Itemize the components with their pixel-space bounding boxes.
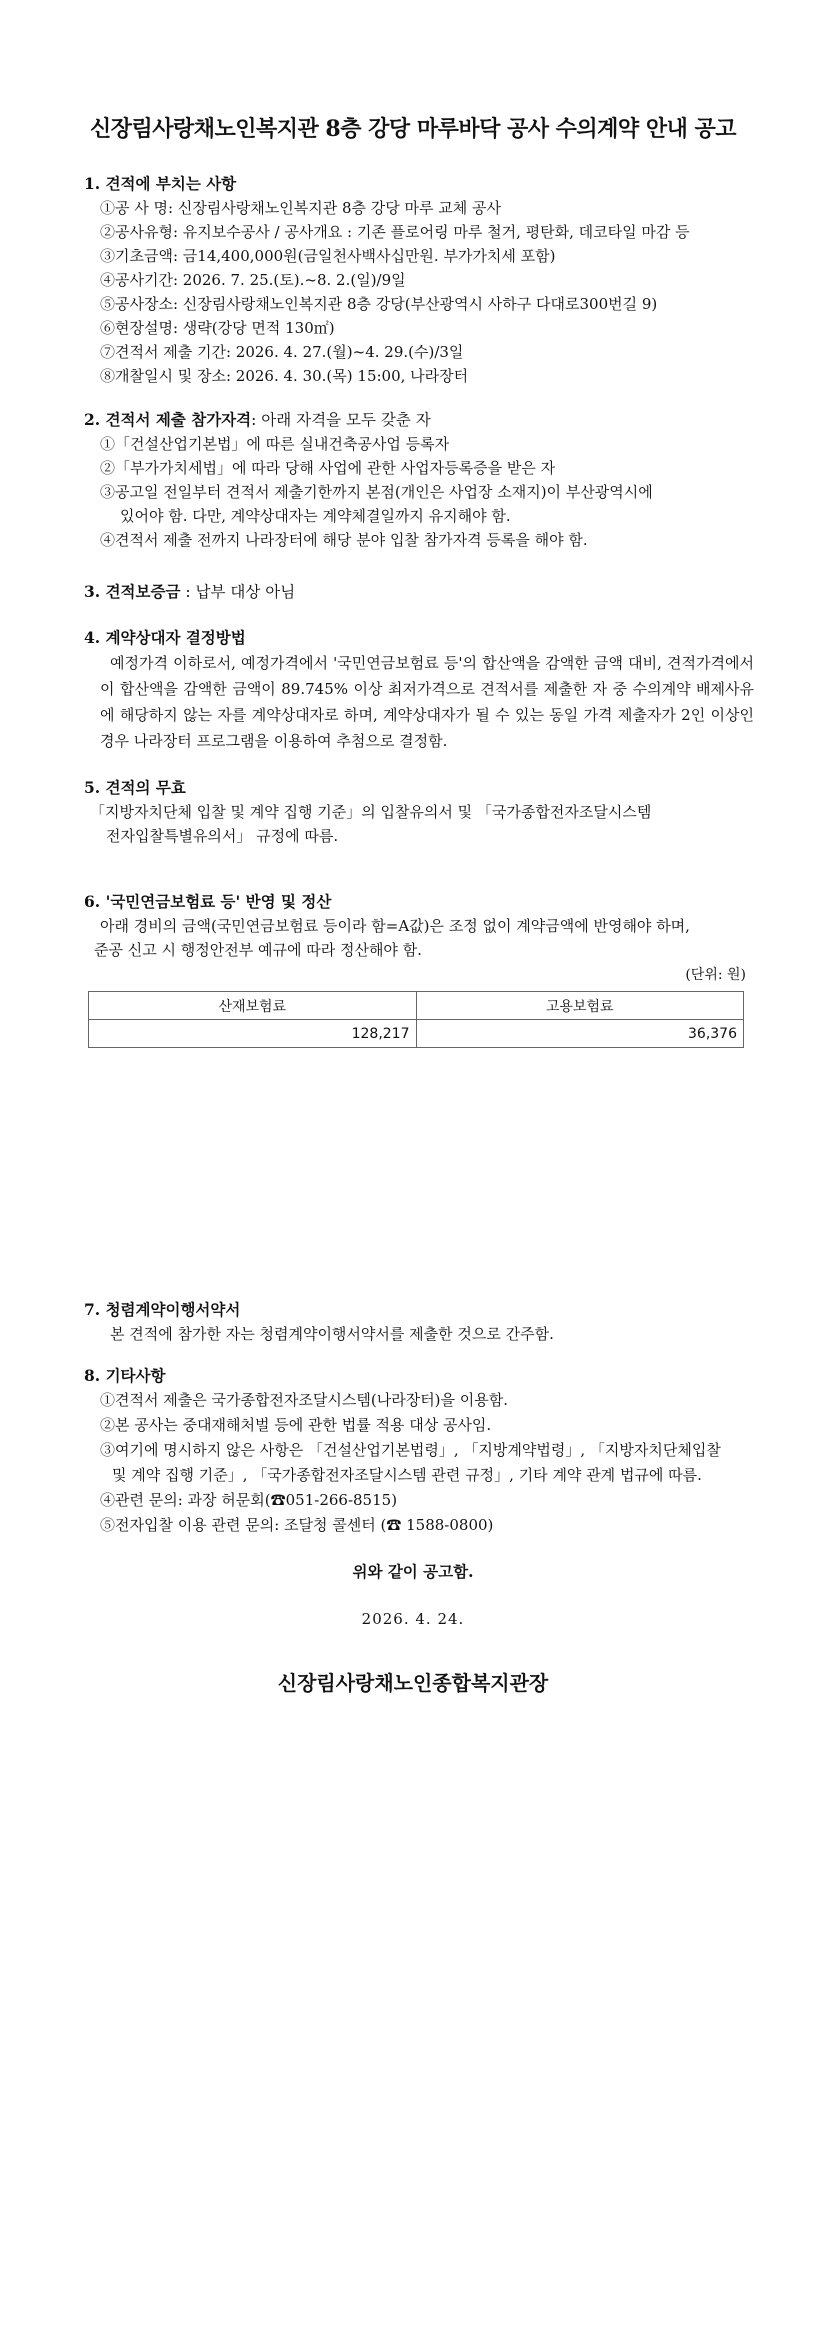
closing-notice: 위와 같이 공고함. <box>352 1562 474 1581</box>
section-1-item: ③기초금액: 금14,400,000원(금일천사백사십만원. 부가가치세 포함) <box>100 247 556 265</box>
section-1-item: ⑧개찰일시 및 장소: 2026. 4. 30.(목) 15:00, 나라장터 <box>100 367 469 385</box>
section-2-item: ①「건설산업기본법」에 따른 실내건축공사업 등록자 <box>100 435 450 453</box>
table-cell: 128,217 <box>89 1020 417 1048</box>
table-header-cell: 산재보험료 <box>89 992 417 1020</box>
section-6 <box>84 890 754 962</box>
section-2-item: ②「부가가치세법」에 따라 당해 사업에 관한 사업자등록증을 받은 자 <box>100 459 556 477</box>
section-3 <box>84 580 754 604</box>
section-5-body <box>84 800 754 848</box>
section-5 <box>84 776 754 848</box>
section-2-item: ④견적서 제출 전까지 나라장터에 해당 분야 입찰 참가자격 등록을 해야 함. <box>100 531 588 549</box>
section-6-line: 준공 신고 시 행정안전부 예규에 따라 정산해야 함. <box>94 941 422 959</box>
section-7 <box>84 1298 754 1346</box>
section-6-line: 아래 경비의 금액(국민연금보험료 등이라 함=A값)은 조정 없이 계약금액에 반영해야 하며, <box>100 917 690 935</box>
section-1-item: ⑥현장설명: 생략(강당 면적 130㎡) <box>100 319 335 337</box>
section-5-line: 「지방자치단체 입찰 및 계약 집행 기준」의 입찰유의서 및 「국가종합전자조달시스템 <box>90 803 652 821</box>
insurance-table <box>88 991 744 1048</box>
unit-label: (단위: 원) <box>685 967 746 983</box>
table-header-row <box>89 992 744 1020</box>
section-1-item: ⑤공사장소: 신장림사랑채노인복지관 8층 강당(부산광역시 사하구 다대로300번길 9) <box>100 295 658 313</box>
section-1-item: ⑦견적서 제출 기간: 2026. 4. 27.(월)~4. 29.(수)/3일 <box>100 343 464 361</box>
section-1-item: ①공 사 명: 신장림사랑채노인복지관 8층 강당 마루 교체 공사 <box>100 199 502 217</box>
section-1 <box>84 172 754 388</box>
section-1-item: ②공사유형: 유지보수공사 / 공사개요 : 기존 플로어링 마루 철거, 평탄화, 데코타일 마감 등 <box>100 223 690 241</box>
section-2 <box>84 408 754 552</box>
section-4 <box>84 626 754 754</box>
section-2-item: ③공고일 전일부터 견적서 제출기한까지 본점(개인은 사업장 소재지)이 부산광역시에 <box>100 483 653 501</box>
issuer-name: 신장림사랑채노인종합복지관장 <box>277 1671 549 1695</box>
section-7-heading: 7. 청렴계약이행서약서 <box>84 1300 241 1319</box>
section-2-heading-rest: : 아래 자격을 모두 갖춘 자 <box>251 411 431 429</box>
section-4-body: 예정가격 이하로서, 예정가격에서 '국민연금보험료 등'의 합산액을 감액한 금액 대비, 견적가격에서 이 합산액을 감액한 금액이 89.745% 이상 최저가격으로 견적서를 제출한 자 중 수의계약 배제사유에 해당하지 않는 자를 계약상대자로 하며, 계약상대자가 될 수 있는 동일 가격 제출자가 2인 이상인 경우 나라장터 프로그램을 이용하여 추첨으로 결정함. <box>100 654 754 750</box>
section-8-item: ⑤전자입찰 이용 관련 문의: 조달청 콜센터 (☎ 1588-0800) <box>100 1516 494 1534</box>
table-cell: 36,376 <box>416 1020 744 1048</box>
section-6-heading: 6. '국민연금보험료 등' 반영 및 정산 <box>84 892 332 911</box>
section-2-heading <box>84 408 754 432</box>
section-8-item: ④관련 문의: 과장 허문회(☎051-266-8515) <box>100 1491 398 1509</box>
section-8-item: ③여기에 명시하지 않은 사항은 「건설산업기본법령」, 「지방계약법령」, 「지방자치단체입찰 <box>100 1441 721 1459</box>
section-8-item: ②본 공사는 중대재해처벌 등에 관한 법률 적용 대상 공사임. <box>100 1416 492 1434</box>
section-3-heading-rest: : 납부 대상 아님 <box>180 583 296 601</box>
section-8 <box>84 1364 754 1538</box>
page-title: 신장림사랑채노인복지관 8층 강당 마루바닥 공사 수의계약 안내 공고 <box>90 116 736 142</box>
section-8-item: ①견적서 제출은 국가종합전자조달시스템(나라장터)을 이용함. <box>100 1391 509 1409</box>
section-4-heading: 4. 계약상대자 결정방법 <box>84 628 246 647</box>
section-8-heading: 8. 기타사항 <box>84 1366 166 1385</box>
section-8-item-continuation: 및 계약 집행 기준」, 「국가종합전자조달시스템 관련 규정」, 기타 계약 관계 법규에 따름. <box>112 1466 702 1484</box>
section-2-item-continuation: 있어야 함. 다만, 계약상대자는 계약체결일까지 유지해야 함. <box>120 507 511 525</box>
section-5-heading: 5. 견적의 무효 <box>84 778 186 797</box>
section-5-line: 전자입찰특별유의서」 규정에 따름. <box>106 827 339 845</box>
table-header-cell: 고용보험료 <box>416 992 744 1020</box>
section-1-item: ④공사기간: 2026. 7. 25.(토).~8. 2.(일)/9일 <box>100 271 406 289</box>
section-1-heading: 1. 견적에 부치는 사항 <box>84 174 237 193</box>
section-3-heading-title: 3. 견적보증금 <box>84 582 181 601</box>
section-7-body: 본 견적에 참가한 자는 청렴계약이행서약서를 제출한 것으로 간주함. <box>110 1325 554 1343</box>
notice-date: 2026. 4. 24. <box>361 1610 465 1628</box>
section-2-heading-title: 2. 견적서 제출 참가자격 <box>84 410 252 429</box>
section-3-heading <box>84 580 754 604</box>
table-row <box>89 1020 744 1048</box>
